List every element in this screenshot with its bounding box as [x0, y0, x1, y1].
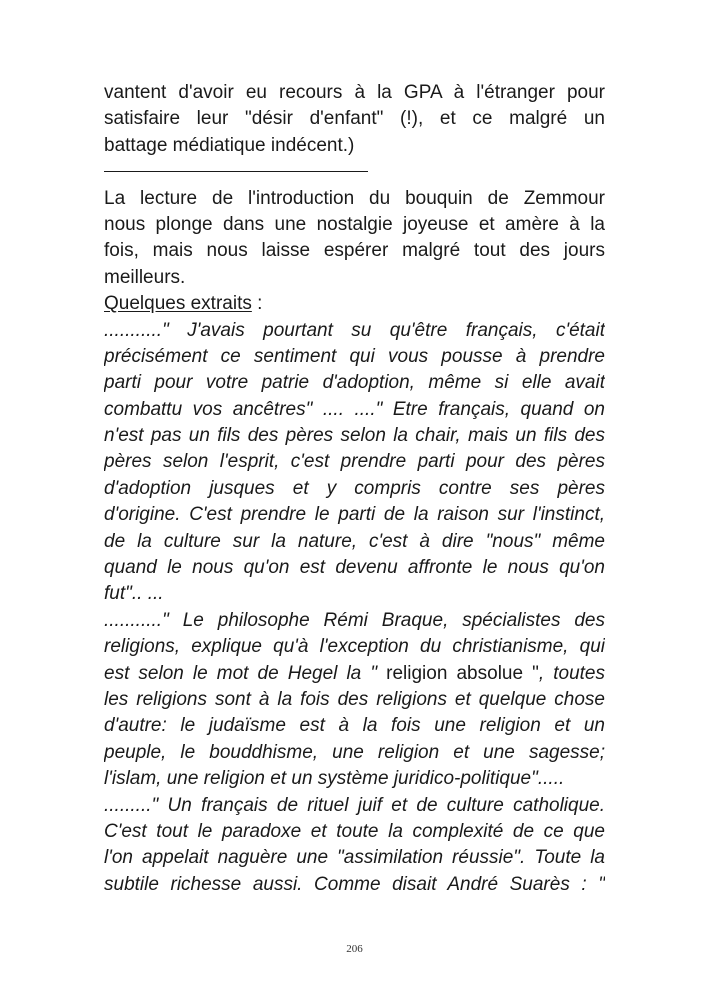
quote-line: fut".. ...	[104, 583, 164, 605]
text-line: La lecture de l'introduction du bouquin de Zemmour	[104, 187, 605, 209]
separator-rule	[104, 159, 605, 185]
quote-line-mixed	[104, 661, 605, 687]
quote-line: précisément ce sentiment qui vous pousse à prendre	[104, 345, 605, 367]
extracts-heading: Quelques extraits	[104, 293, 252, 315]
quote-line: ........." Un français de rituel juif et de culture catholique.	[104, 794, 605, 816]
text-line: satisfaire leur "désir d'enfant" (!), et ce malgré un	[104, 108, 605, 130]
quote-line: de la culture sur la nature, c'est à dire "nous" même	[104, 530, 605, 552]
quote-line: religions, explique qu'à l'exception du christianisme, qui	[104, 636, 605, 658]
quote-line: pères selon l'esprit, c'est prendre parti pour des pères	[104, 451, 605, 473]
quote-line: ..........." Le philosophe Rémi Braque, spécialistes des	[104, 609, 605, 631]
quote-line: d'origine. C'est prendre le parti de la raison sur l'instinct,	[104, 504, 605, 526]
quote-line: l'islam, une religion et un système juridico-politique".....	[104, 768, 565, 790]
quote-fragment-upright: religion absolue "	[377, 662, 539, 684]
quote-line: subtile richesse aussi. Comme disait André Suarès : "	[104, 873, 605, 895]
quote-line: l'on appelait naguère une "assimilation réussie". Toute la	[104, 847, 605, 869]
quote-line: quand le nous qu'on est devenu affronte le nous qu'on	[104, 557, 605, 579]
quote-fragment: est selon le mot de Hegel la "	[104, 662, 378, 684]
quote-line: C'est tout le paradoxe et toute la complexité de ce que	[104, 820, 605, 842]
quote-line: ..........." J'avais pourtant su qu'être français, c'était	[104, 319, 605, 341]
text-line: meilleurs.	[104, 266, 186, 288]
quote-line: d'autre: le judaïsme est à la fois une religion et un	[104, 715, 605, 737]
quote-line: peuple, le bouddhisme, une religion et une sagesse;	[104, 741, 605, 763]
quote-line: n'est pas un fils des pères selon la chair, mais un fils des	[104, 425, 605, 447]
quote-line: parti pour votre patrie d'adoption, même si elle avait	[104, 372, 605, 394]
separator-line	[104, 171, 368, 172]
quote-line: les religions sont à la fois des religions et quelque chose	[104, 688, 605, 710]
extracts-heading-line	[104, 291, 605, 317]
extracts-colon: :	[251, 293, 263, 315]
page-number: 206	[346, 943, 363, 955]
body-text	[104, 80, 605, 898]
text-line: fois, mais nous laisse espérer malgré tout des jours	[104, 240, 605, 262]
quote-line: combattu vos ancêtres" .... ...." Etre français, quand on	[104, 398, 605, 420]
quote-line: d'adoption jusques et y compris contre ses pères	[104, 477, 605, 499]
quote-fragment: , toutes	[538, 662, 605, 684]
text-line: nous plonge dans une nostalgie joyeuse et amère à la	[104, 213, 605, 235]
text-line: vantent d'avoir eu recours à la GPA à l'étranger pour	[104, 82, 605, 103]
text-line: battage médiatique indécent.)	[104, 134, 355, 156]
